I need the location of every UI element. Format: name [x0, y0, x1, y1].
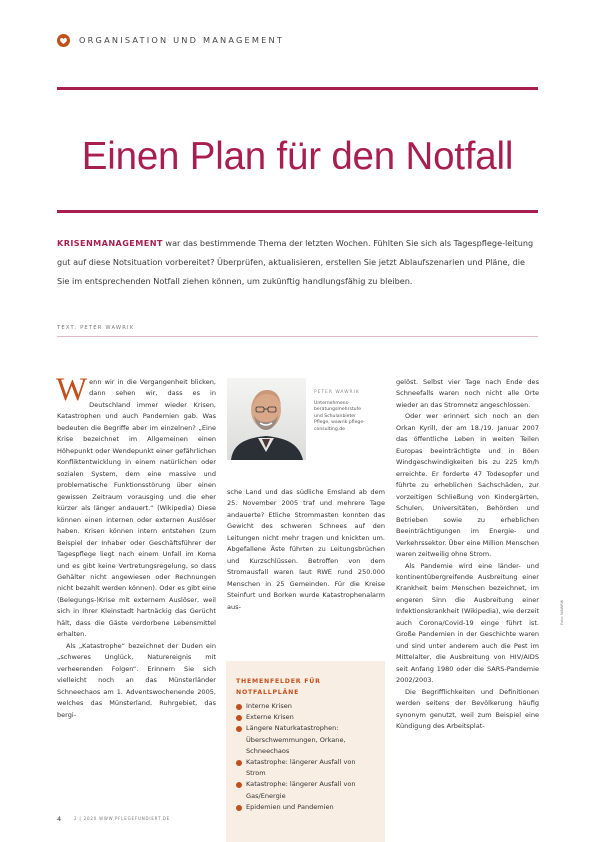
- section-label: ORGANISATION UND MANAGEMENT: [79, 35, 285, 45]
- bullet-icon: [236, 805, 242, 811]
- list-item: Katastrophe: längerer Ausfall von Strom: [236, 757, 376, 779]
- body-column-3: [396, 377, 539, 733]
- list-item: Externe Krisen: [236, 712, 376, 723]
- bullet-icon: [236, 704, 242, 710]
- photo-credit: Foto: WAWRIK: [560, 599, 564, 625]
- paragraph: gelöst. Selbst vier Tage nach Ende des Schneefalls waren noch nicht alle Orte wieder an das Stromnetz angeschlossen.: [396, 378, 539, 409]
- page-number: 4: [57, 815, 62, 823]
- paragraph: Oder wer erinnert sich noch an den Orkan Kyrill, der am 18./19. Januar 2007 das öffentliche Leben in weiten Teilen Europas beeinträchtigte und in Böen Windgeschwindigkeiten bis zu 225 km/h erreichte. Er forderte 47 Todesopfer und führte zu erheblichen Sachschäden, zur vorzeitigen Schließung von Kindergärten, Schulen, Universitäten, Behörden und Betrieben sowie zu erheblichen Beeinträchtigungen im Energie- und Verkehrssektor. Über eine Million Menschen waren zeitweilig ohne Strom.: [396, 412, 539, 559]
- body-column-2: [227, 487, 385, 613]
- paragraph: Als Pandemie wird eine länder- und kontinentübergreifende Ausbreitung einer Krankheit beim Menschen bezeichnet, im engeren Sinn die Ausbreitung einer Infektionskrankheit (Wikipedia), wie derzeit auch Corona/Covid-19 einge führt ist. Große Pandemien in der Geschichte waren und sind unter anderem auch die Pest im Mittelalter, die Ausbreitung von HIV/AIDS seit Anfang 1980 oder die SARS-Pandemie 2002/2003.: [396, 561, 539, 685]
- author-name: PETER WAWRIK: [314, 390, 360, 395]
- paragraph: Die Begrifflichkeiten und Definitionen werden seitens der Bevölkerung häufig synonym genutzt, weil zum Beispiel eine Kündigung des Arbeitsplat-: [396, 687, 539, 731]
- body-column-1: [56, 372, 216, 721]
- article-title: Einen Plan für den Notfall: [81, 135, 514, 178]
- title-divider: [57, 210, 538, 213]
- byline: TEXT: PETER WAWRIK: [57, 325, 135, 331]
- paragraph: Als „Katastrophe“ bezeichnet der Duden ein „schweres Unglück, Naturereignis mit verheerenden Folgen“. Erinnern Sie sich vielleicht noch an das Münsterländer Schneechaos am 1. Adventswochenende 2005, welches das Münsterland, Ruhrgebiet, das bergi-: [57, 641, 216, 719]
- bullet-icon: [236, 782, 242, 788]
- article-lead: [57, 234, 538, 291]
- info-box-title: THEMENFELDER FÜR NOTFALLPLÄNE: [236, 678, 321, 696]
- drop-cap: W: [56, 372, 88, 408]
- paragraph: sche Land und das südliche Emsland ab dem 25. November 2005 traf und mehrere Tage andauerte? Etliche Strommasten konnten das Gewicht des schweren Schnees auf den Leitungen nicht mehr tragen und knickten um. Abgefallene Äste führten zu Leitungsbrüchen und Kurzschlüssen. Betroffen von dem Stromausfall waren laut RWE rund 250.000 Menschen in 25 Gemeinden. Für die Kreise Steinfurt und Borken wurde Katastrophenalarm aus-: [227, 488, 385, 611]
- top-divider: [57, 87, 538, 90]
- bullet-icon: [236, 726, 242, 732]
- bullet-icon: [236, 760, 242, 766]
- bullet-icon: [236, 715, 242, 721]
- lead-text: war das bestimmende Thema der letzten Wochen. Fühlten Sie sich als Tagespflege-leitung gut auf diese Notsituation vorbereitet? Überprüfen, aktualisieren, erstellen Sie jetzt Ablaufszenarien und Pläne, die Sie im entsprechenden Notfall ziehen können, um zukünftig handlungsfähig zu bleiben.: [57, 238, 534, 286]
- author-photo: [227, 378, 306, 460]
- list-item: Interne Krisen: [236, 701, 376, 712]
- list-item: Epidemien und Pandemien: [236, 802, 376, 813]
- lead-keyword: KRISENMANAGEMENT: [57, 238, 163, 248]
- footer-info: 2 | 2020 WWW.PFLEGEFUNDIERT.DE: [74, 816, 171, 821]
- author-description: Unternehmens-beratungsmehrstufe und Schulanbieter Pflege, wawrik pflege-consulting.de: [314, 401, 365, 432]
- list-item: Katastrophe: längerer Ausfall von Gas/Energie: [236, 779, 376, 801]
- info-box-list: [236, 701, 376, 813]
- heart-logo-icon: [57, 34, 70, 47]
- list-item: Längere Naturkatastrophen: Überschwemmungen, Orkane, Schneechaos: [236, 723, 376, 757]
- paragraph: enn wir in die Vergangenheit blicken, dann sehen wir, dass es in Deutschland immer wieder Krisen, Katastrophen und auch Pandemien gab. Was bedeuten die Begriffe aber im einzelnen? „Eine Krise bezeichnet im Allgemeinen einen Höhepunkt oder Wendepunkt einer gefährlichen Konfliktentwicklung in einem natürlichen oder sozialen System, dem eine massive und problematische Funktionsstörung über einen gewissen Zeitraum vorausging und die eher kürzer als länger andauert.“ (Wikipedia) Diese können einen internen oder externen Auslöser haben. Krisen können intern entstehen (zum Beispiel der Inhaber oder Geschäftsführer der Tagespflege liegt nach einem Unfall im Koma und es gibt keine Vertretungsregelung, so dass Gehälter nicht angewiesen oder Rechnungen nicht bezahlt werden können). Oder es gibt eine (Belegungs-)Krise mit externem Auslöser, weil sich in Ihrer Kleinstadt hartnäckig das Gerücht hält, dass die Gäste verdorbene Lebensmittel erhalten.: [57, 378, 216, 639]
- byline-divider: [57, 336, 538, 337]
